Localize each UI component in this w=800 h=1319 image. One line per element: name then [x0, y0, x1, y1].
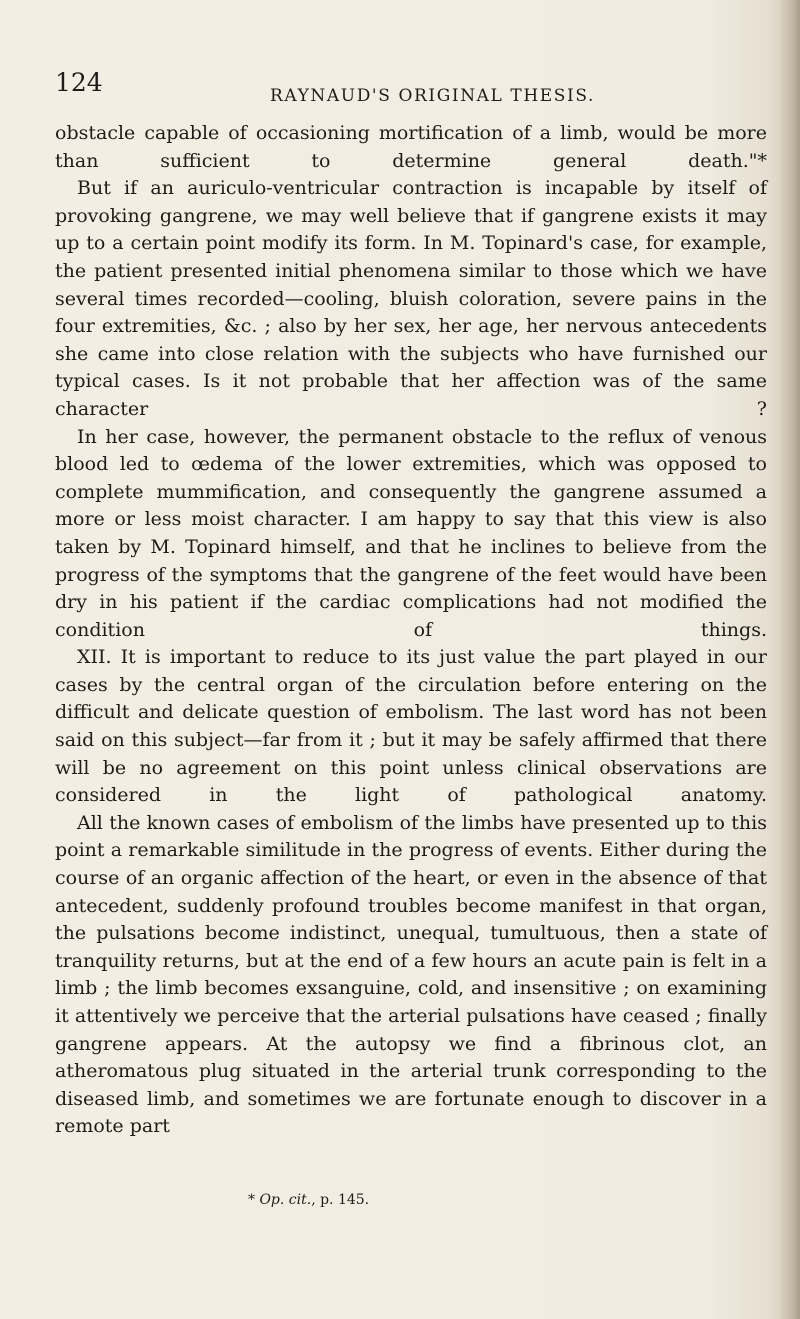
footnote — [248, 1192, 369, 1208]
footnote-page: , p. 145. — [311, 1192, 370, 1208]
paragraph-3: In her case, however, the permanent obstacle to the reflux of venous blood led to œdema of the lower extremities, which was opposed to complete mummification, and consequently the gangrene assumed a more or less moist character. I am happy to say that this view is also taken by M. Topinard himself, and that he inclines to believe from the progress of the symptoms that the gangrene of the feet would have been dry in his patient if the cardiac complications had not modified the condition of things. — [55, 425, 767, 641]
footnote-source: Op. cit. — [259, 1192, 312, 1208]
paragraph-1: obstacle capable of occasioning mortification of a limb, would be more than sufficient to determine general death."* — [55, 122, 767, 172]
page-header — [0, 0, 800, 110]
page-number: 124 — [55, 68, 103, 97]
paragraph-5: All the known cases of embolism of the limbs have presented up to this point a remarkable similitude in the progress of events. Either during the course of an organic affection of the heart, or even in the absence of that antecedent, suddenly profound troubles become manifest in that organ, the pulsations become indistinct, unequal, tumultuous, then a state of tranquility returns, but at the end of a few hours an acute pain is felt in a limb ; the limb becomes exsanguine, cold, and insensitive ; on examining it attentively we perceive that the arterial pulsations have ceased ; finally gangrene appears. At the autopsy we find a fibrinous clot, an atheromatous plug situated in the arterial trunk corresponding to the diseased limb, and sometimes we are fortunate enough to discover in a remote part — [55, 811, 767, 1138]
paragraph-4: XII. It is important to reduce to its just value the part played in our cases by the central organ of the circulation before entering on the difficult and delicate question of embolism. The last word has not been said on this subject—far from it ; but it may be safely affirmed that there will be no agreement on this point unless clinical observations are considered in the light of pathological anatomy. — [55, 646, 767, 807]
body-text — [55, 120, 767, 1141]
page-edge-shadow — [778, 0, 800, 1319]
paragraph-2: But if an auriculo-ventricular contraction is incapable by itself of provoking gangrene, we may well believe that if gangrene exists it may up to a certain point modify its form. In M. Topinard's case, for example, the patient presented initial phenomena similar to those which we have several times recorded—cooling, bluish coloration, severe pains in the four extremities, &c. ; also by her sex, her age, her nervous antecedents she came into close relation with the subjects who have furnished our typical cases. Is it not probable that her affection was of the same character ? — [55, 177, 767, 420]
running-head: RAYNAUD'S ORIGINAL THESIS. — [270, 86, 596, 106]
footnote-marker: * — [248, 1192, 255, 1208]
